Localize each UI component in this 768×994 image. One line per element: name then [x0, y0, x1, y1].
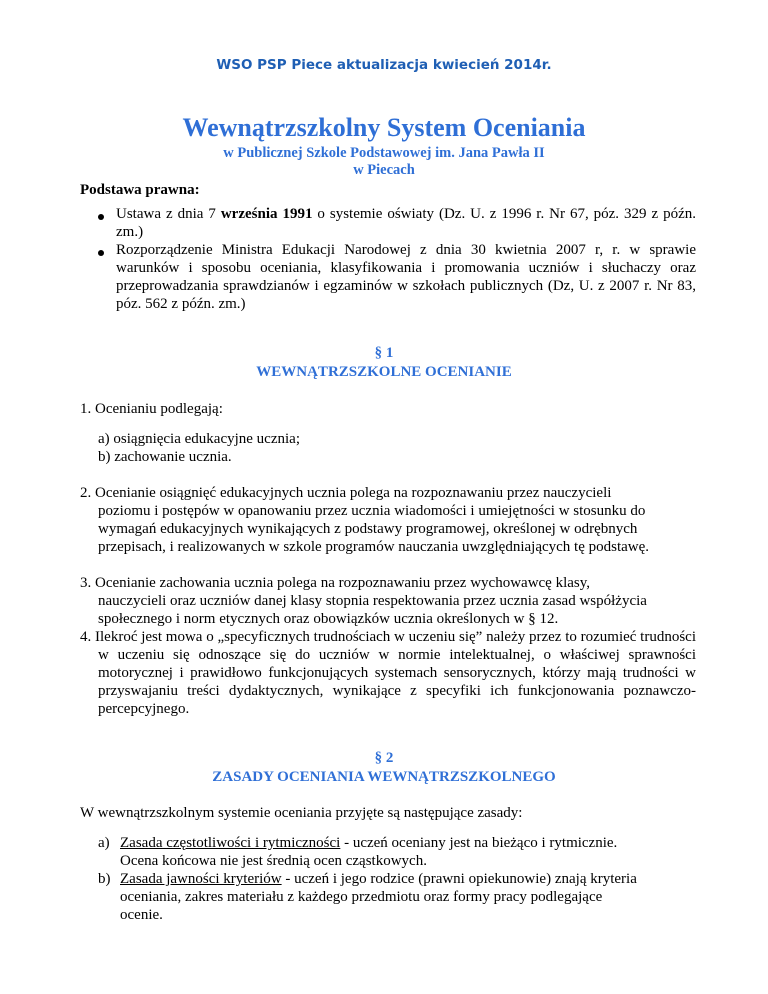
legal-item-act-date: września 1991 — [220, 206, 313, 222]
s2-item-b-prefix: b) — [98, 871, 111, 887]
s2-item-a-heading: Zasada częstotliwości i rytmiczności — [120, 835, 341, 851]
bullet-icon — [98, 250, 104, 256]
section-1-mark: § 1 — [374, 345, 394, 361]
s1-item-2-line-4: przepisach, i realizowanych w szkole programów nauczania uwzględniających tę podstawę. — [98, 539, 650, 555]
s1-item-3-line-1: 3. Ocenianie zachowania ucznia polega na rozpoznawaniu przez wychowawcę klasy, — [80, 575, 591, 591]
document-subtitle: w Publicznej Szkole Podstawowej im. Jana Pawła II — [223, 145, 545, 161]
s2-item-b-line-2: oceniania, zakres materiału z każdego przedmiotu oraz formy pracy podlegające — [120, 889, 603, 905]
s1-item-1b: b) zachowanie ucznia. — [98, 449, 232, 465]
bullet-icon — [98, 214, 104, 220]
s2-item-a — [120, 834, 680, 852]
legal-item-act-pre: Ustawa z dnia 7 — [116, 206, 221, 222]
section-2-title: ZASADY OCENIANIA WEWNĄTRZSZKOLNEGO — [212, 769, 556, 785]
s2-intro: W wewnątrzszkolnym systemie oceniania przyjęte są następujące zasady: — [80, 805, 523, 821]
s1-item-2-line-2: poziomu i postępów w opanowaniu przez ucznia wiadomości i umiejętności w stosunku do — [98, 503, 646, 519]
document-subtitle-location: w Piecach — [353, 162, 415, 178]
s2-item-b-text: - uczeń i jego rodzice (prawni opiekunowie) znają kryteria — [281, 871, 637, 887]
s2-item-b-heading: Zasada jawności kryteriów — [120, 871, 282, 887]
s1-item-1a: a) osiągnięcia edukacyjne ucznia; — [98, 431, 300, 447]
s1-item-2-line-1: 2. Ocenianie osiągnięć edukacyjnych ucznia polega na rozpoznawaniu przez nauczycieli — [80, 485, 612, 501]
s1-item-1: 1. Ocenianiu podlegają: — [80, 401, 223, 417]
document-title: Wewnątrzszkolny System Oceniania — [182, 113, 586, 142]
section-2-mark: § 2 — [374, 750, 394, 766]
legal-item-act-post: o systemie oświaty (Dz. U. z 1996 r. Nr 67, póz. 329 z późn. zm.) — [116, 206, 697, 240]
s2-item-a-line-2: Ocena końcowa nie jest średnią ocen cząstkowych. — [120, 853, 427, 869]
s2-item-b-line-3: ocenie. — [120, 907, 163, 923]
s1-item-2-line-3: wymagań edukacyjnych wynikających z podstawy programowej, określonej w odrębnych — [98, 521, 638, 537]
s1-item-3-line-3: społecznego i norm etycznych oraz obowiązków ucznia określonych w § 12. — [98, 611, 559, 627]
section-1-title: WEWNĄTRZSZKOLNE OCENIANIE — [256, 364, 512, 380]
s2-item-a-prefix: a) — [98, 835, 110, 851]
legal-item-regulation: Rozporządzenie Ministra Edukacji Narodowej z dnia 30 kwietnia 2007 r, r. w sprawie warunków i sposobu oceniania, klasyfikowania i promowania uczniów i słuchaczy oraz przeprowadzania sprawdzianów i egzaminów w szkołach publicznych (Dz, U. z 2007 r. Nr 83, póz. 562 z późn. zm.) — [116, 242, 696, 312]
s1-item-3-line-2: nauczycieli oraz uczniów danej klasy stopnia respektowania przez ucznia zasad współżycia — [98, 593, 647, 609]
s1-item-4 — [80, 628, 696, 718]
page-header: WSO PSP Piece aktualizacja kwiecień 2014r. — [216, 57, 552, 73]
s2-item-a-text: - uczeń oceniany jest na bieżąco i rytmicznie. — [340, 835, 618, 851]
legal-item-act — [116, 205, 696, 241]
legal-basis-label: Podstawa prawna: — [80, 182, 200, 198]
s2-item-b — [120, 870, 680, 888]
s1-item-4-text: 4. Ilekroć jest mowa o „specyficznych trudnościach w uczeniu się” należy przez to rozumieć trudności w uczeniu się odnoszące się do uczniów w normie intelektualnej, o właściwej sprawności motorycznej i prawidłowo funkcjonujących systemach sensorycznych, którzy mają trudności w przyswajaniu treści dydaktycznych, wynikające z specyfiki ich funkcjonowania poznawczo-percepcyjnego. — [80, 629, 696, 717]
